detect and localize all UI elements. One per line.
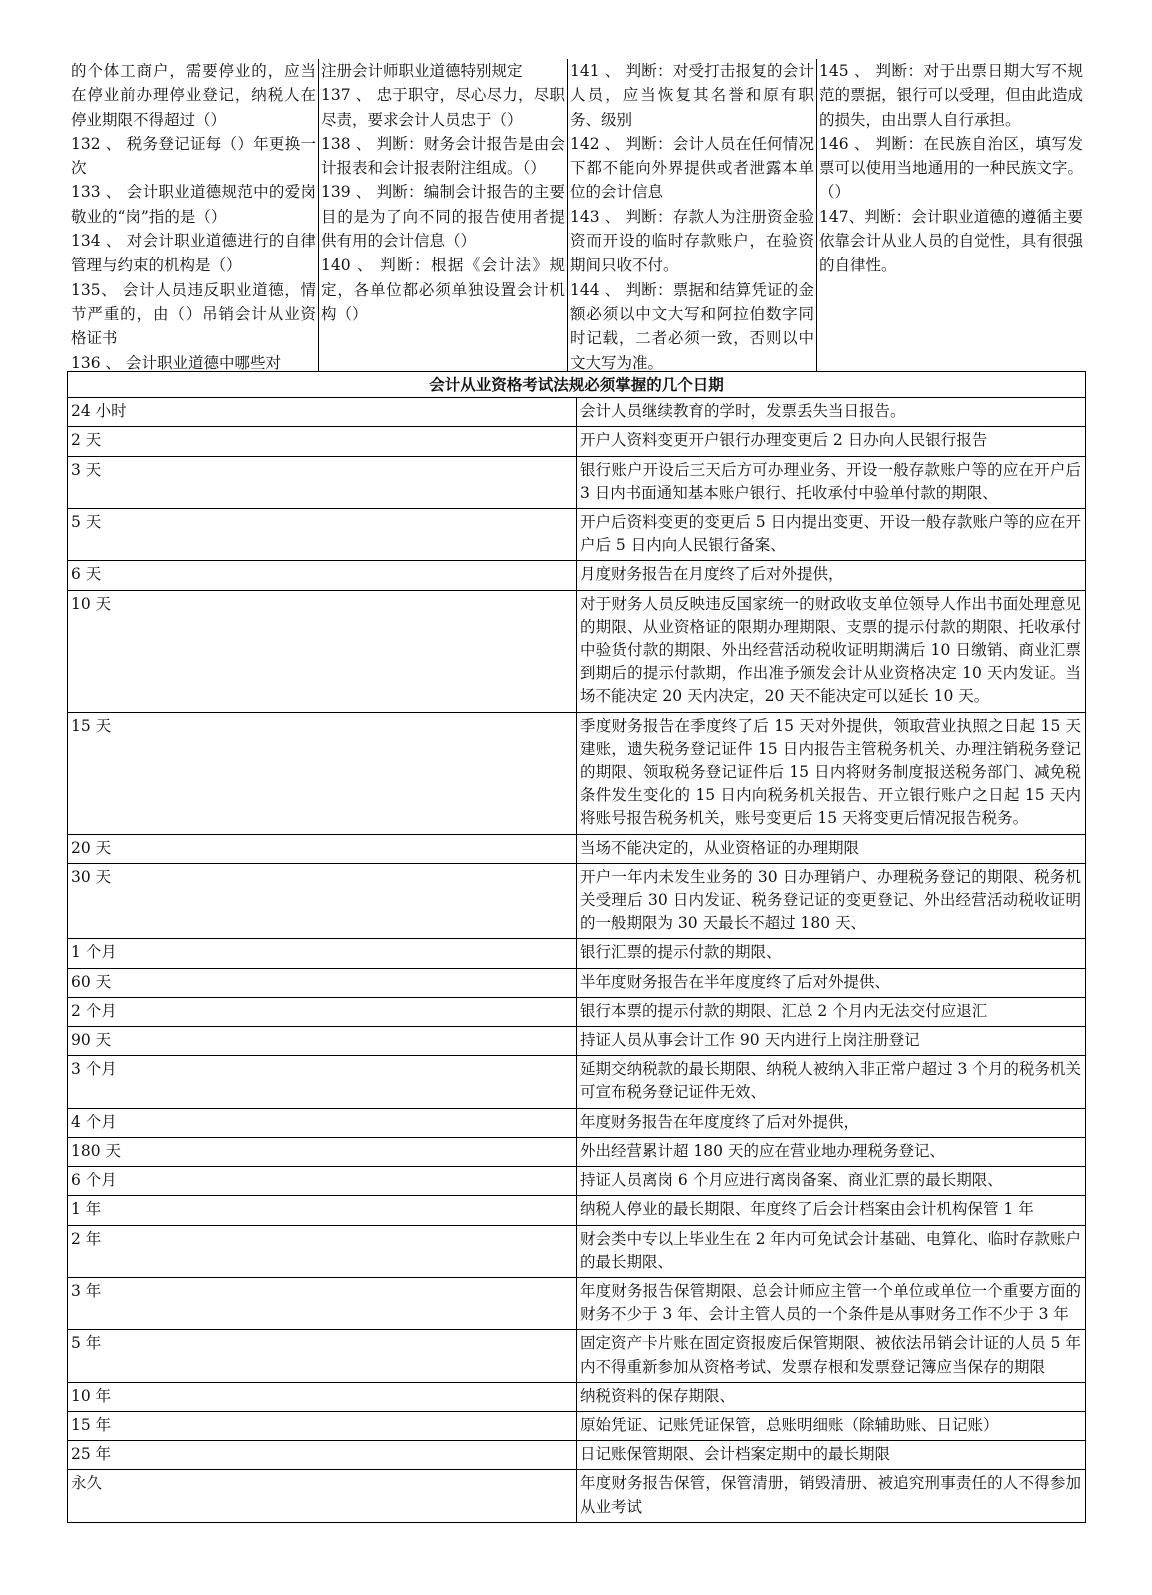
question-paragraph: 134 、 对会计职业道德进行的自律管理与约束的机构是（） <box>71 232 316 275</box>
period-cell: 5 天 <box>68 509 577 561</box>
period-cell: 3 天 <box>68 456 577 508</box>
period-cell: 15 天 <box>68 712 577 834</box>
period-cell: 永久 <box>68 1470 577 1522</box>
question-paragraph: 141 、 判断：对受打击报复的会计人员，应当恢复其名誉和原有职务、级别 <box>570 62 814 129</box>
table-row <box>68 834 1086 863</box>
description-cell: 银行本票的提示付款的期限、汇总 2 个月内无法交付应退汇 <box>577 997 1086 1026</box>
table-row <box>68 456 1086 508</box>
period-cell: 2 天 <box>68 427 577 456</box>
question-paragraph: 132 、 税务登记证每（）年更换一次 <box>71 134 316 178</box>
description-cell: 日记账保管期限、会计档案定期中的最长期限 <box>577 1441 1086 1470</box>
description-cell: 外出经营累计超 180 天的应在营业地办理税务登记、 <box>577 1137 1086 1166</box>
column-3 <box>567 59 816 372</box>
description-cell: 纳税人停业的最长期限、年度终了后会计档案由会计机构保管 1 年 <box>577 1196 1086 1225</box>
description-cell: 开户后资料变更的变更后 5 日内提出变更、开设一般存款账户等的应在开户后 5 日内向人民银行备案、 <box>577 509 1086 561</box>
question-paragraph: 139 、 判断：编制会计报告的主要目的是为了向不同的报告使用者提供有用的会计信息（） <box>321 183 565 251</box>
deadline-table <box>67 371 1086 1523</box>
table-row <box>68 590 1086 712</box>
question-paragraph: 的个体工商户，需要停业的，应当在停业前办理停业登记，纳税人在停业期限不得超过（） <box>71 62 316 129</box>
table-title: 会计从业资格考试法规必须掌握的几个日期 <box>68 372 1086 398</box>
question-paragraph: 144 、 判断：票据和结算凭证的金额必须以中文大写和阿拉伯数字同时记载，二者必须一致，否则以中文大写为准。 <box>570 280 814 372</box>
description-cell: 季度财务报告在季度终了后 15 天对外提供，领取营业执照之日起 15 天建账，遗失税务登记证件 15 日内报告主管税务机关、办理注销税务登记的期限、领取税务登记证件后 15 日内将财务制度报送税务部门、减免税条件发生变化的 15 日内向税务机关报告、开立银行账户之日起 15 天内将账号报告税务机关，账号变更后 15 天将变更后情况报告税务。 <box>577 712 1086 834</box>
question-paragraph: 135、 会计人员违反职业道德，情节严重的，由（）吊销会计从业资格证书 <box>71 280 316 348</box>
period-cell: 180 天 <box>68 1137 577 1166</box>
table-body <box>68 398 1086 1523</box>
table-title-row <box>68 372 1086 398</box>
period-cell: 2 个月 <box>68 997 577 1026</box>
description-cell: 当场不能决定的，从业资格证的办理期限 <box>577 834 1086 863</box>
period-cell: 30 天 <box>68 863 577 939</box>
description-cell: 纳税资料的保存期限、 <box>577 1382 1086 1411</box>
column-4 <box>816 59 1085 372</box>
period-cell: 60 天 <box>68 968 577 997</box>
question-paragraph: 147、判断：会计职业道德的遵循主要依靠会计从业人员的自觉性，具有很强的自律性。 <box>819 207 1083 275</box>
description-cell: 延期交纳税款的最长期限、纳税人被纳入非正常户超过 3 个月的税务机关可宣布税务登记证件无效、 <box>577 1056 1086 1108</box>
period-cell: 10 年 <box>68 1382 577 1411</box>
table-row <box>68 1382 1086 1411</box>
description-cell: 持证人员离岗 6 个月应进行离岗备案、商业汇票的最长期限、 <box>577 1167 1086 1196</box>
period-cell: 90 天 <box>68 1027 577 1056</box>
description-cell: 持证人员从事会计工作 90 天内进行上岗注册登记 <box>577 1027 1086 1056</box>
period-cell: 24 小时 <box>68 398 577 427</box>
period-cell: 5 年 <box>68 1330 577 1382</box>
question-paragraph: 146 、 判断：在民族自治区，填写发票可以使用当地通用的一种民族文字。（） <box>819 134 1083 202</box>
description-cell: 对于财务人员反映违反国家统一的财政收支单位领导人作出书面处理意见的期限、从业资格证的限期办理期限、支票的提示付款的期限、托收承付中验货付款的期限、外出经营活动税收证明期满后 10 日缴销、商业汇票到期后的提示付款期，作出准予颁发会计从业资格决定 10 天内发证。当场不能决定 20 天内决定，20 天不能决定可以延长 10 天。 <box>577 590 1086 712</box>
period-cell: 10 天 <box>68 590 577 712</box>
table-row <box>68 561 1086 590</box>
description-cell: 年度财务报告保管，保管清册，销毁清册、被追究刑事责任的人不得参加从业考试 <box>577 1470 1086 1522</box>
description-cell: 月度财务报告在月度终了后对外提供， <box>577 561 1086 590</box>
table-row <box>68 1196 1086 1225</box>
question-paragraph: 140 、 判断：根据《会计法》规定，各单位都必须单独设置会计机构（） <box>321 256 565 323</box>
table-row <box>68 1470 1086 1522</box>
description-cell: 财会类中专以上毕业生在 2 年内可免试会计基础、电算化、临时存款账户的最长期限、 <box>577 1225 1086 1277</box>
description-cell: 原始凭证、记账凭证保管，总账明细账（除辅助账、日记账） <box>577 1411 1086 1440</box>
table-row <box>68 1108 1086 1137</box>
description-cell: 半年度财务报告在半年度度终了后对外提供、 <box>577 968 1086 997</box>
period-cell: 15 年 <box>68 1411 577 1440</box>
table-row <box>68 1441 1086 1470</box>
table-row <box>68 863 1086 939</box>
question-paragraph: 143 、 判断：存款人为注册资金验资而开设的临时存款账户，在验资期间只收不付。 <box>570 207 814 275</box>
description-cell: 银行汇票的提示付款的期限、 <box>577 939 1086 968</box>
period-cell: 6 天 <box>68 561 577 590</box>
table-row <box>68 1277 1086 1329</box>
table-row <box>68 1411 1086 1440</box>
table-row <box>68 427 1086 456</box>
table-row <box>68 1027 1086 1056</box>
description-cell: 年度财务报告保管期限、总会计师应主管一个单位或单位一个重要方面的财务不少于 3 年、会计主管人员的一个条件是从事财务工作不少于 3 年 <box>577 1277 1086 1329</box>
description-cell: 开户一年内未发生业务的 30 日办理销户、办理税务登记的期限、税务机关受理后 30 日内发证、税务登记证的变更登记、外出经营活动税收证明的一般期限为 30 天最长不超过 180 天、 <box>577 863 1086 939</box>
question-paragraph: 145 、 判断：对于出票日期大写不规范的票据，银行可以受理，但由此造成的损失，由出票人自行承担。 <box>819 62 1083 129</box>
question-columns <box>69 59 1085 372</box>
description-cell: 会计人员继续教育的学时，发票丢失当日报告。 <box>577 398 1086 427</box>
description-cell: 银行账户开设后三天后方可办理业务、开设一般存款账户等的应在开户后 3 日内书面通知基本账户银行、托收承付中验单付款的期限、 <box>577 456 1086 508</box>
table-row <box>68 1167 1086 1196</box>
table-row <box>68 968 1086 997</box>
column-1 <box>69 59 318 372</box>
table-row <box>68 1137 1086 1166</box>
table-row <box>68 939 1086 968</box>
table-row <box>68 509 1086 561</box>
period-cell: 2 年 <box>68 1225 577 1277</box>
table-row <box>68 398 1086 427</box>
question-paragraph: 133 、 会计职业道德规范中的爱岗敬业的“岗”指的是（） <box>71 183 316 226</box>
question-paragraph: 注册会计师职业道德特别规定 <box>321 62 523 80</box>
period-cell: 1 个月 <box>68 939 577 968</box>
period-cell: 1 年 <box>68 1196 577 1225</box>
description-cell: 年度财务报告在年度度终了后对外提供， <box>577 1108 1086 1137</box>
period-cell: 3 个月 <box>68 1056 577 1108</box>
description-cell: 开户人资料变更开户银行办理变更后 2 日办向人民银行报告 <box>577 427 1086 456</box>
table-row <box>68 1330 1086 1382</box>
period-cell: 3 年 <box>68 1277 577 1329</box>
table-row <box>68 997 1086 1026</box>
period-cell: 20 天 <box>68 834 577 863</box>
question-paragraph: 142 、 判断：会计人员在任何情况下都不能向外界提供或者泄露本单位的会计信息 <box>570 134 814 202</box>
table-row <box>68 1056 1086 1108</box>
description-cell: 固定资产卡片账在固定资报废后保管期限、被依法吊销会计证的人员 5 年内不得重新参加从资格考试、发票存根和发票登记簿应当保存的期限 <box>577 1330 1086 1382</box>
column-2 <box>318 59 567 372</box>
table-row <box>68 712 1086 834</box>
question-paragraph: 138 、 判断：财务会计报告是由会计报表和会计报表附注组成。（） <box>321 134 565 178</box>
question-paragraph: 136 、 会计职业道德中哪些对 <box>71 353 281 372</box>
period-cell: 4 个月 <box>68 1108 577 1137</box>
period-cell: 25 年 <box>68 1441 577 1470</box>
period-cell: 6 个月 <box>68 1167 577 1196</box>
table-row <box>68 1225 1086 1277</box>
question-paragraph: 137 、 忠于职守，尽心尽力，尽职尽责，要求会计人员忠于（） <box>321 86 565 129</box>
